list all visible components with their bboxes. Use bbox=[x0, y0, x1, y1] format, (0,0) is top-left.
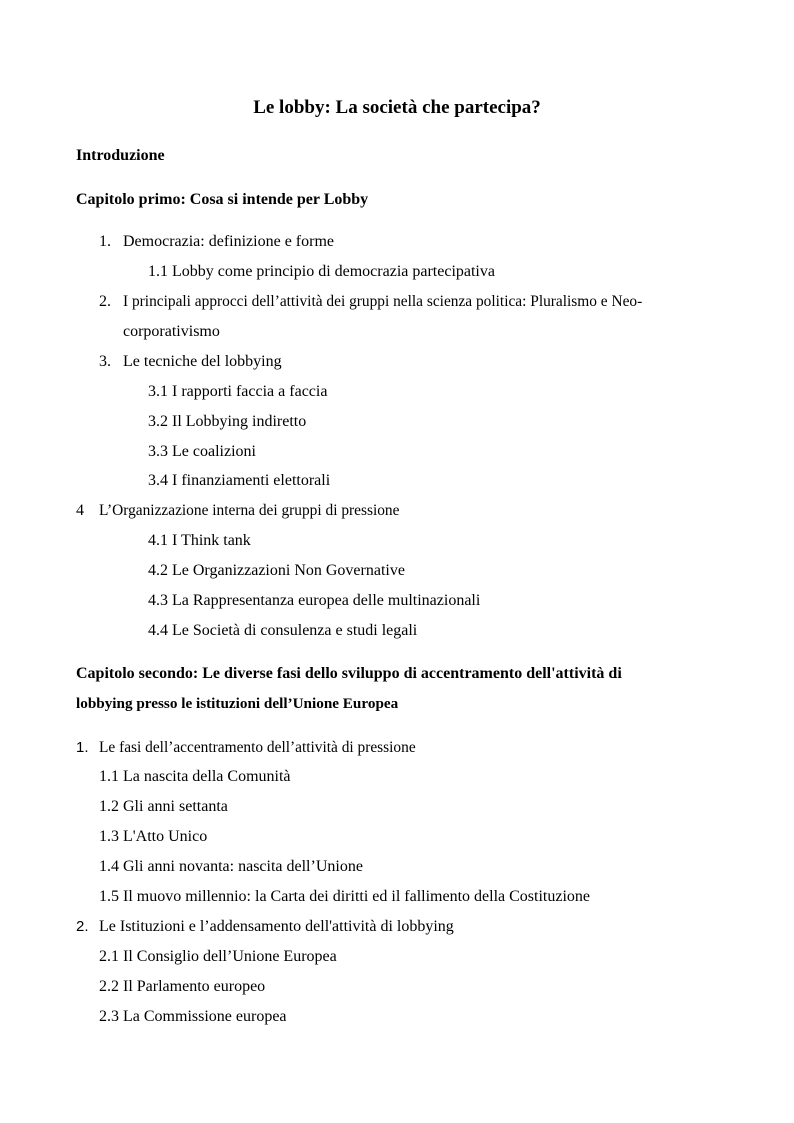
ch2-subitem-2-2: 2.2 Il Parlamento europeo bbox=[99, 978, 266, 995]
ch1-subitem-4-4: 4.4 Le Società di consulenza e studi legali bbox=[148, 622, 418, 639]
ch2-subitem-1-3: 1.3 L'Atto Unico bbox=[99, 828, 208, 845]
ch1-subitem-4-2: 4.2 Le Organizzazioni Non Governative bbox=[148, 562, 405, 579]
ch1-subitem-1-1: 1.1 Lobby come principio di democrazia partecipativa bbox=[148, 263, 495, 280]
ch1-subitem-3-1: 3.1 I rapporti faccia a faccia bbox=[148, 383, 328, 400]
ch1-item-number-2: 2. bbox=[99, 293, 111, 310]
ch1-item-number-1: 1. bbox=[99, 233, 111, 250]
ch2-item-2: Le Istituzioni e l’addensamento dell'attività di lobbying bbox=[99, 918, 454, 935]
ch1-item-number-3: 3. bbox=[99, 353, 111, 370]
ch1-subitem-3-4: 3.4 I finanziamenti elettorali bbox=[148, 472, 331, 489]
page-title: Le lobby: La società che partecipa? bbox=[253, 97, 541, 118]
ch1-subitem-3-3: 3.3 Le coalizioni bbox=[148, 443, 256, 460]
ch1-subitem-4-3: 4.3 La Rappresentanza europea delle multinazionali bbox=[148, 592, 481, 609]
ch1-item-2: I principali approcci dell’attività dei gruppi nella scienza politica: Pluralismo e Neo- bbox=[123, 293, 643, 310]
ch1-subitem-3-2: 3.2 Il Lobbying indiretto bbox=[148, 413, 307, 430]
ch1-item-4: L’Organizzazione interna dei gruppi di pressione bbox=[99, 502, 400, 519]
chapter2-heading-continued: lobbying presso le istituzioni dell’Unione Europea bbox=[76, 695, 399, 712]
ch1-subitem-4-1: 4.1 I Think tank bbox=[148, 532, 251, 549]
chapter2-heading: Capitolo secondo: Le diverse fasi dello sviluppo di accentramento dell'attività di bbox=[76, 665, 622, 682]
ch1-item-1: Democrazia: definizione e forme bbox=[123, 233, 334, 250]
ch2-item-1: Le fasi dell’accentramento dell’attività di pressione bbox=[99, 739, 416, 756]
ch1-item-number-4: 4 bbox=[76, 502, 84, 519]
ch2-subitem-1-5: 1.5 Il muovo millennio: la Carta dei diritti ed il fallimento della Costituzione bbox=[99, 888, 591, 905]
ch2-subitem-2-3: 2.3 La Commissione europea bbox=[99, 1008, 287, 1025]
ch2-item-number-2: 2. bbox=[76, 918, 89, 935]
ch1-item-2-continued: corporativismo bbox=[123, 323, 220, 340]
chapter1-heading: Capitolo primo: Cosa si intende per Lobby bbox=[76, 191, 369, 208]
ch2-item-number-1: 1. bbox=[76, 739, 89, 756]
ch2-subitem-1-1: 1.1 La nascita della Comunità bbox=[99, 768, 291, 785]
ch2-subitem-2-1: 2.1 Il Consiglio dell’Unione Europea bbox=[99, 948, 337, 965]
intro-heading: Introduzione bbox=[76, 147, 165, 164]
ch2-subitem-1-4: 1.4 Gli anni novanta: nascita dell’Unione bbox=[99, 858, 363, 875]
ch1-item-3: Le tecniche del lobbying bbox=[123, 353, 282, 370]
ch2-subitem-1-2: 1.2 Gli anni settanta bbox=[99, 798, 228, 815]
